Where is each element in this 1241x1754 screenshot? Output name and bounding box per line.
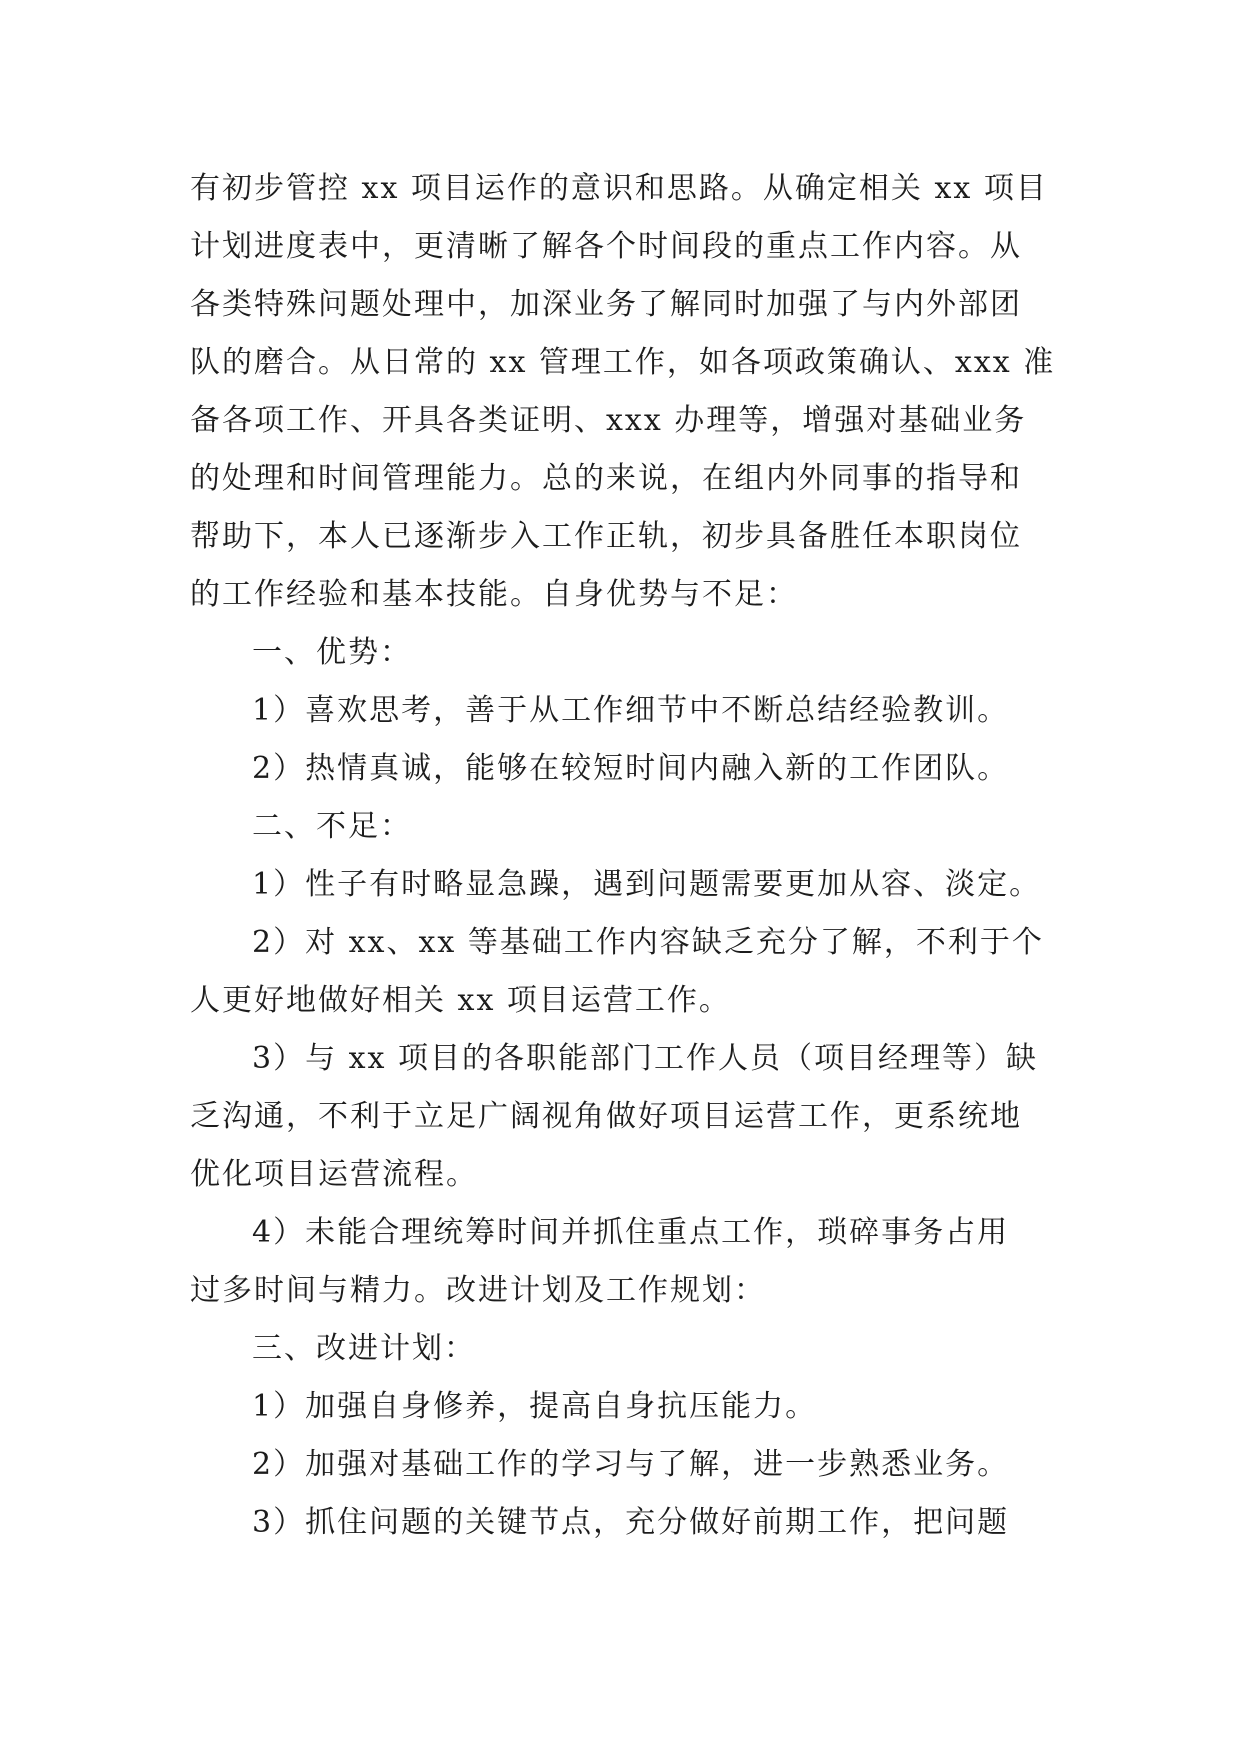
text-line: 人更好地做好相关 xx 项目运营工作。 [190, 983, 731, 1018]
text-line: 2）对 xx、xx 等基础工作内容缺乏充分了解，不利于个 [252, 925, 1044, 960]
document-body [190, 160, 1056, 1552]
text-line: 帮助下，本人已逐渐步入工作正轨，初步具备胜任本职岗位 [190, 519, 1022, 554]
text-line: 3）抓住问题的关键节点，充分做好前期工作，把问题 [252, 1505, 1010, 1540]
text-line: 1）喜欢思考，善于从工作细节中不断总结经验教训。 [252, 693, 1010, 728]
text-line: 3）与 xx 项目的各职能部门工作人员（项目经理等）缺 [252, 1041, 1038, 1076]
text-line: 备各项工作、开具各类证明、xxx 办理等，增强对基础业务 [190, 403, 1027, 438]
text-line: 4）未能合理统筹时间并抓住重点工作，琐碎事务占用 [252, 1215, 1010, 1250]
text-line: 的处理和时间管理能力。总的来说，在组内外同事的指导和 [190, 461, 1022, 496]
text-line: 2）热情真诚，能够在较短时间内融入新的工作团队。 [252, 751, 1010, 786]
text-line: 2）加强对基础工作的学习与了解，进一步熟悉业务。 [252, 1447, 1010, 1482]
text-line: 的工作经验和基本技能。自身优势与不足： [190, 577, 798, 612]
text-line: 各类特殊问题处理中，加深业务了解同时加强了与内外部团 [190, 287, 1022, 322]
text-line: 有初步管控 xx 项目运作的意识和思路。从确定相关 xx 项目 [190, 171, 1048, 206]
text-line: 优化项目运营流程。 [190, 1157, 478, 1192]
text-line: 乏沟通，不利于立足广阔视角做好项目运营工作，更系统地 [190, 1099, 1022, 1134]
text-line: 二、不足： [252, 809, 412, 844]
text-line: 队的磨合。从日常的 xx 管理工作，如各项政策确认、xxx 准 [190, 345, 1056, 380]
text-line: 1）加强自身修养，提高自身抗压能力。 [252, 1389, 818, 1424]
text-line: 过多时间与精力。改进计划及工作规划： [190, 1273, 766, 1308]
text-line: 一、优势： [252, 635, 412, 670]
text-line: 1）性子有时略显急躁，遇到问题需要更加从容、淡定。 [252, 867, 1042, 902]
text-line: 计划进度表中，更清晰了解各个时间段的重点工作内容。从 [190, 229, 1022, 264]
text-line: 三、改进计划： [252, 1331, 476, 1366]
